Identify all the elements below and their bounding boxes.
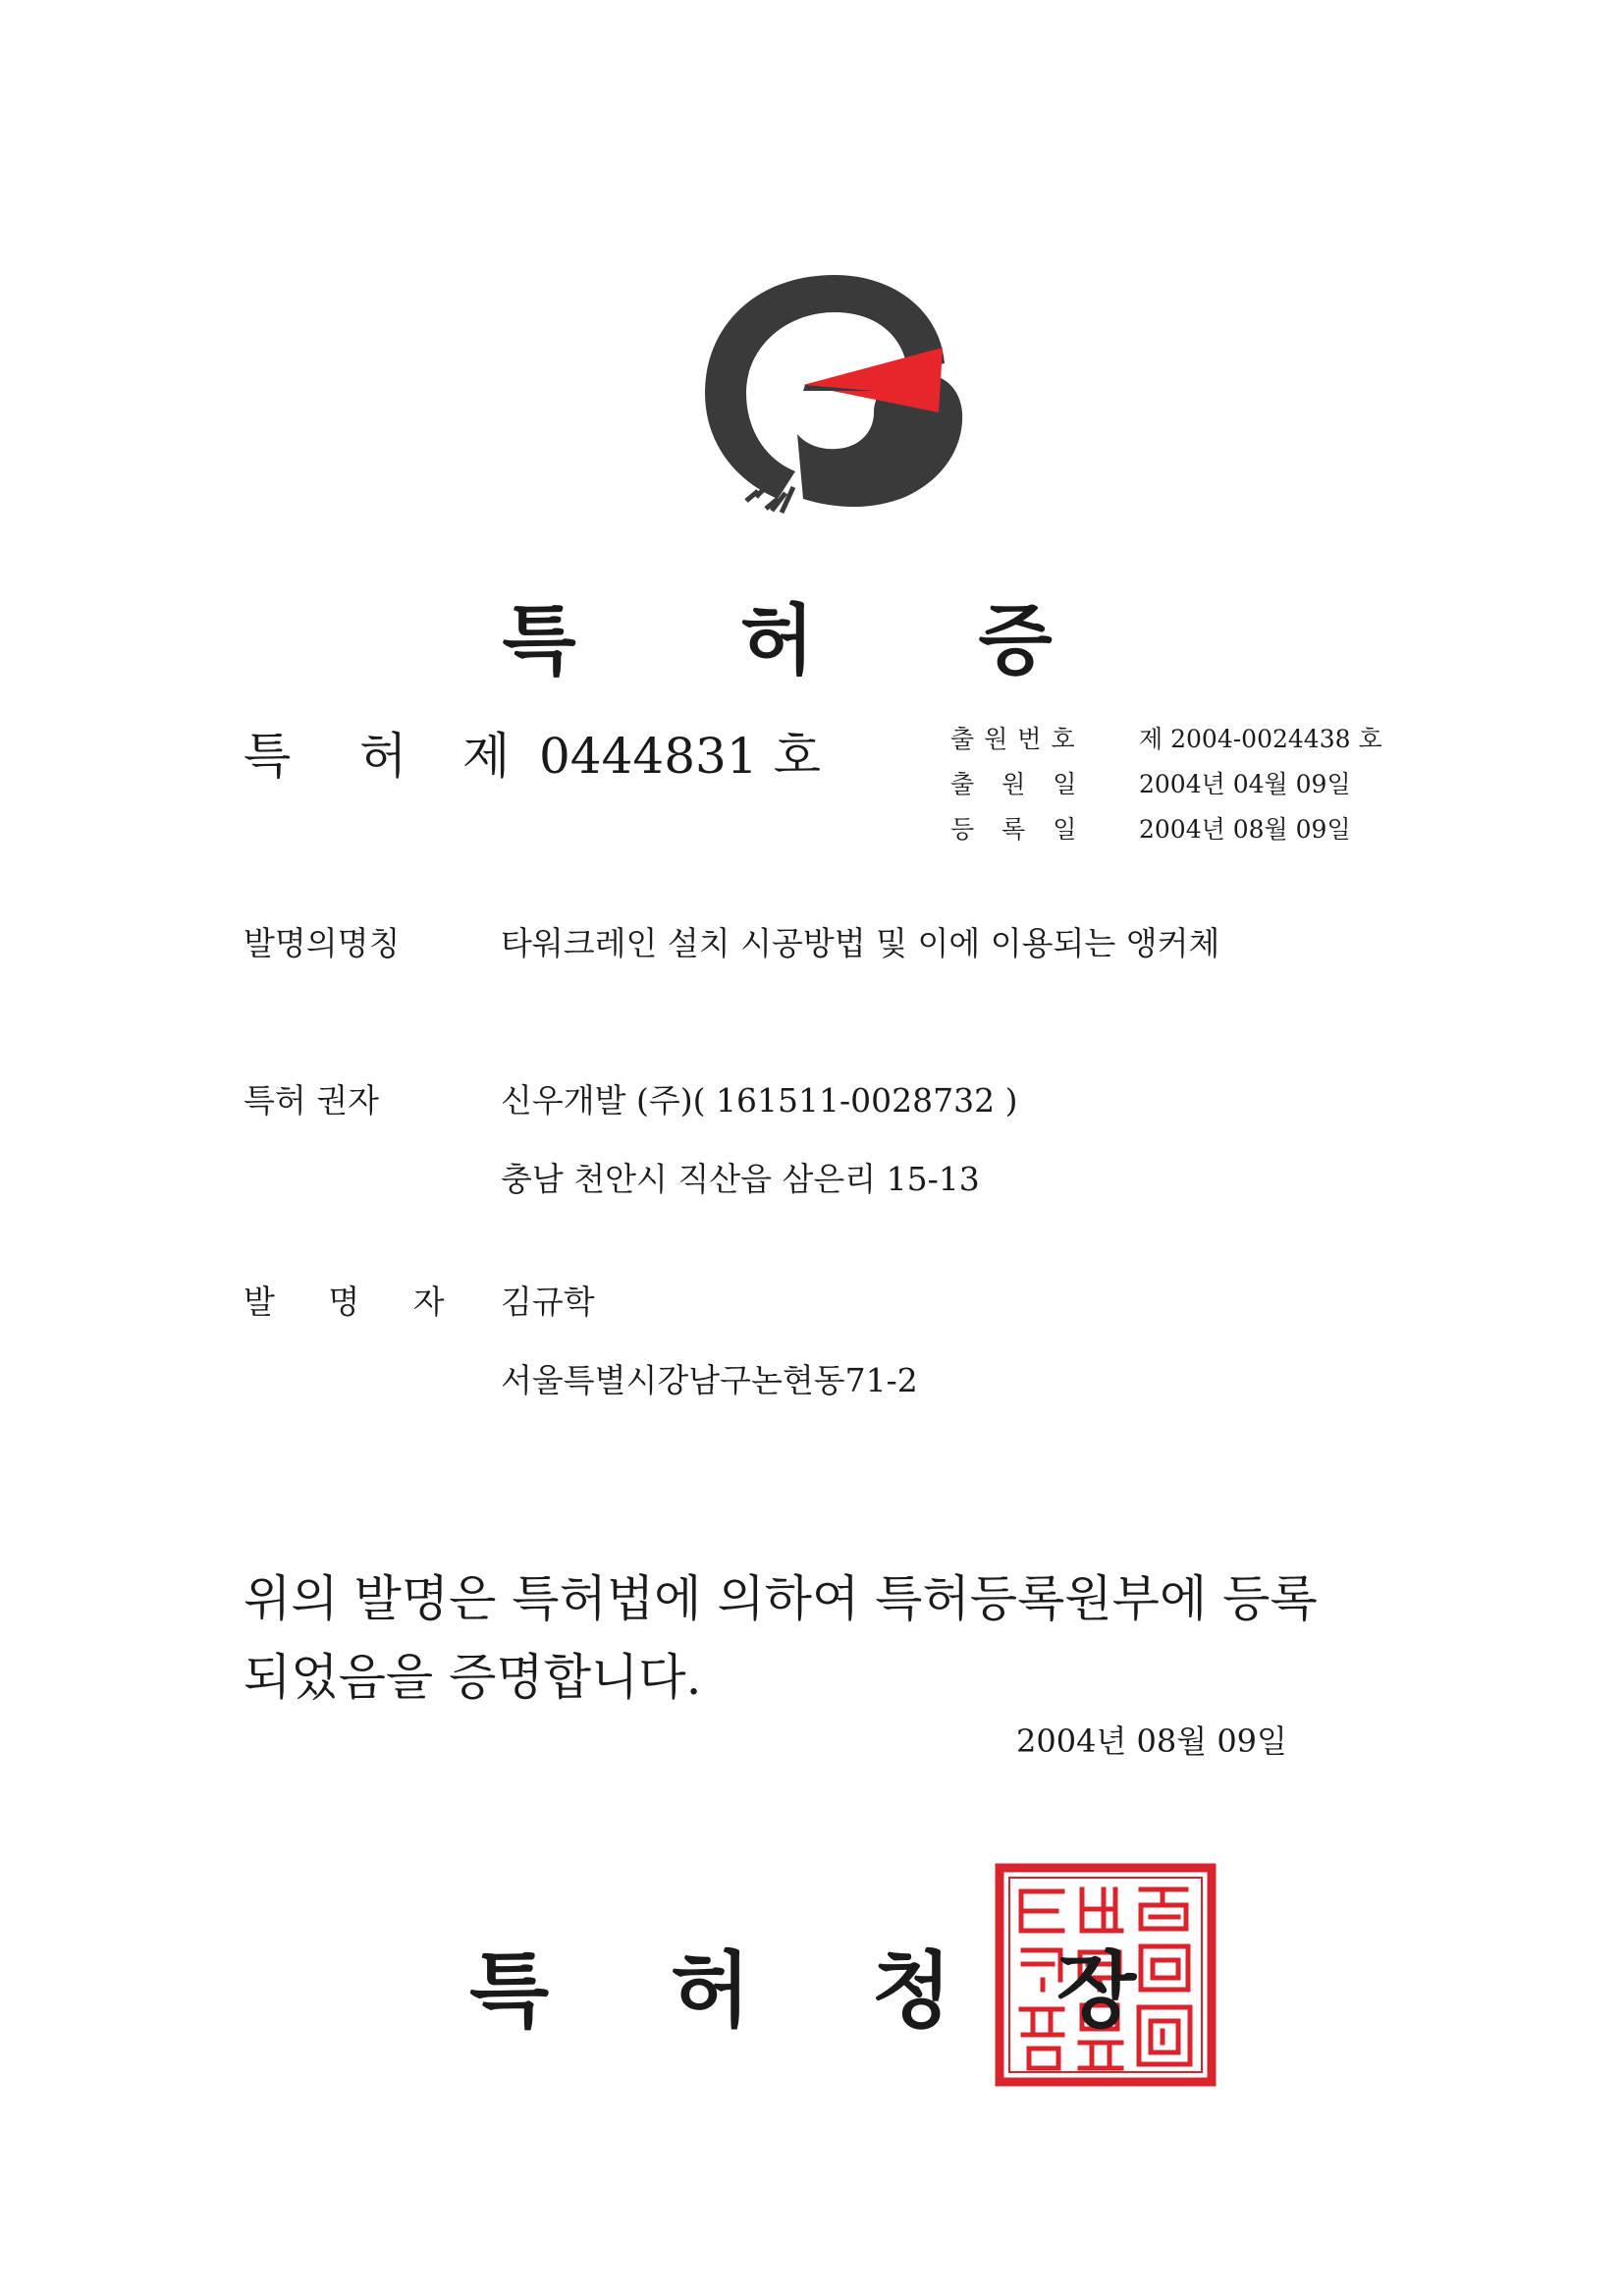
filing-date-label: 출 원 일 (950, 770, 1087, 798)
patent-number: 0444831 (539, 728, 758, 785)
inventor-label: 발 명 자 (243, 1283, 466, 1321)
patentee-name: 신우개발 (주)( 161511-0028732 ) (501, 1081, 1018, 1120)
inventor-address: 서울특별시강남구논현동71-2 (501, 1361, 918, 1399)
patent-number-line (243, 717, 821, 788)
registration-date-label: 등 록 일 (950, 815, 1087, 844)
issuer-char-2: 허 (671, 1942, 751, 2039)
issue-date: 2004년 08월 09일 (1016, 1722, 1287, 1760)
patentee-address: 충남 천안시 직산읍 삼은리 15-13 (501, 1160, 980, 1198)
invention-title-value: 타워크레인 설치 시공방법 및 이에 이용되는 앵커체 (501, 924, 1220, 962)
patent-prefix-3: 제 (462, 728, 511, 785)
filing-date-value: 2004년 04월 09일 (1139, 770, 1351, 798)
patent-prefix-2: 허 (359, 728, 407, 785)
application-number-row (950, 720, 1382, 755)
patent-suffix: 호 (773, 728, 821, 785)
statement-line-1: 위의 발명은 특허법에 의하여 특허등록원부에 등록 (243, 1570, 1318, 1627)
issuer-name (469, 1925, 1136, 2044)
issuer-char-3: 청 (872, 1942, 952, 2039)
issuer-char-1: 특 (469, 1942, 550, 2039)
application-number-value: 제 2004-0024438 호 (1139, 725, 1382, 753)
patent-prefix-1: 특 (243, 728, 292, 785)
registration-date-value: 2004년 08월 09일 (1139, 815, 1351, 844)
inventor-name: 김규학 (501, 1283, 595, 1321)
patentee-label: 특허 권자 (243, 1081, 380, 1120)
registration-date-row (950, 810, 1351, 846)
statement-line-2: 되었음을 증명합니다. (243, 1649, 702, 1706)
application-number-label: 출원번호 (950, 725, 1085, 753)
invention-title-label: 발명의명칭 (243, 924, 401, 962)
filing-date-row (950, 765, 1351, 800)
certificate-title: 특 허 증 (502, 597, 1121, 685)
issuer-char-4: 장 (1056, 1942, 1137, 2039)
emblem-logo (687, 265, 1001, 520)
